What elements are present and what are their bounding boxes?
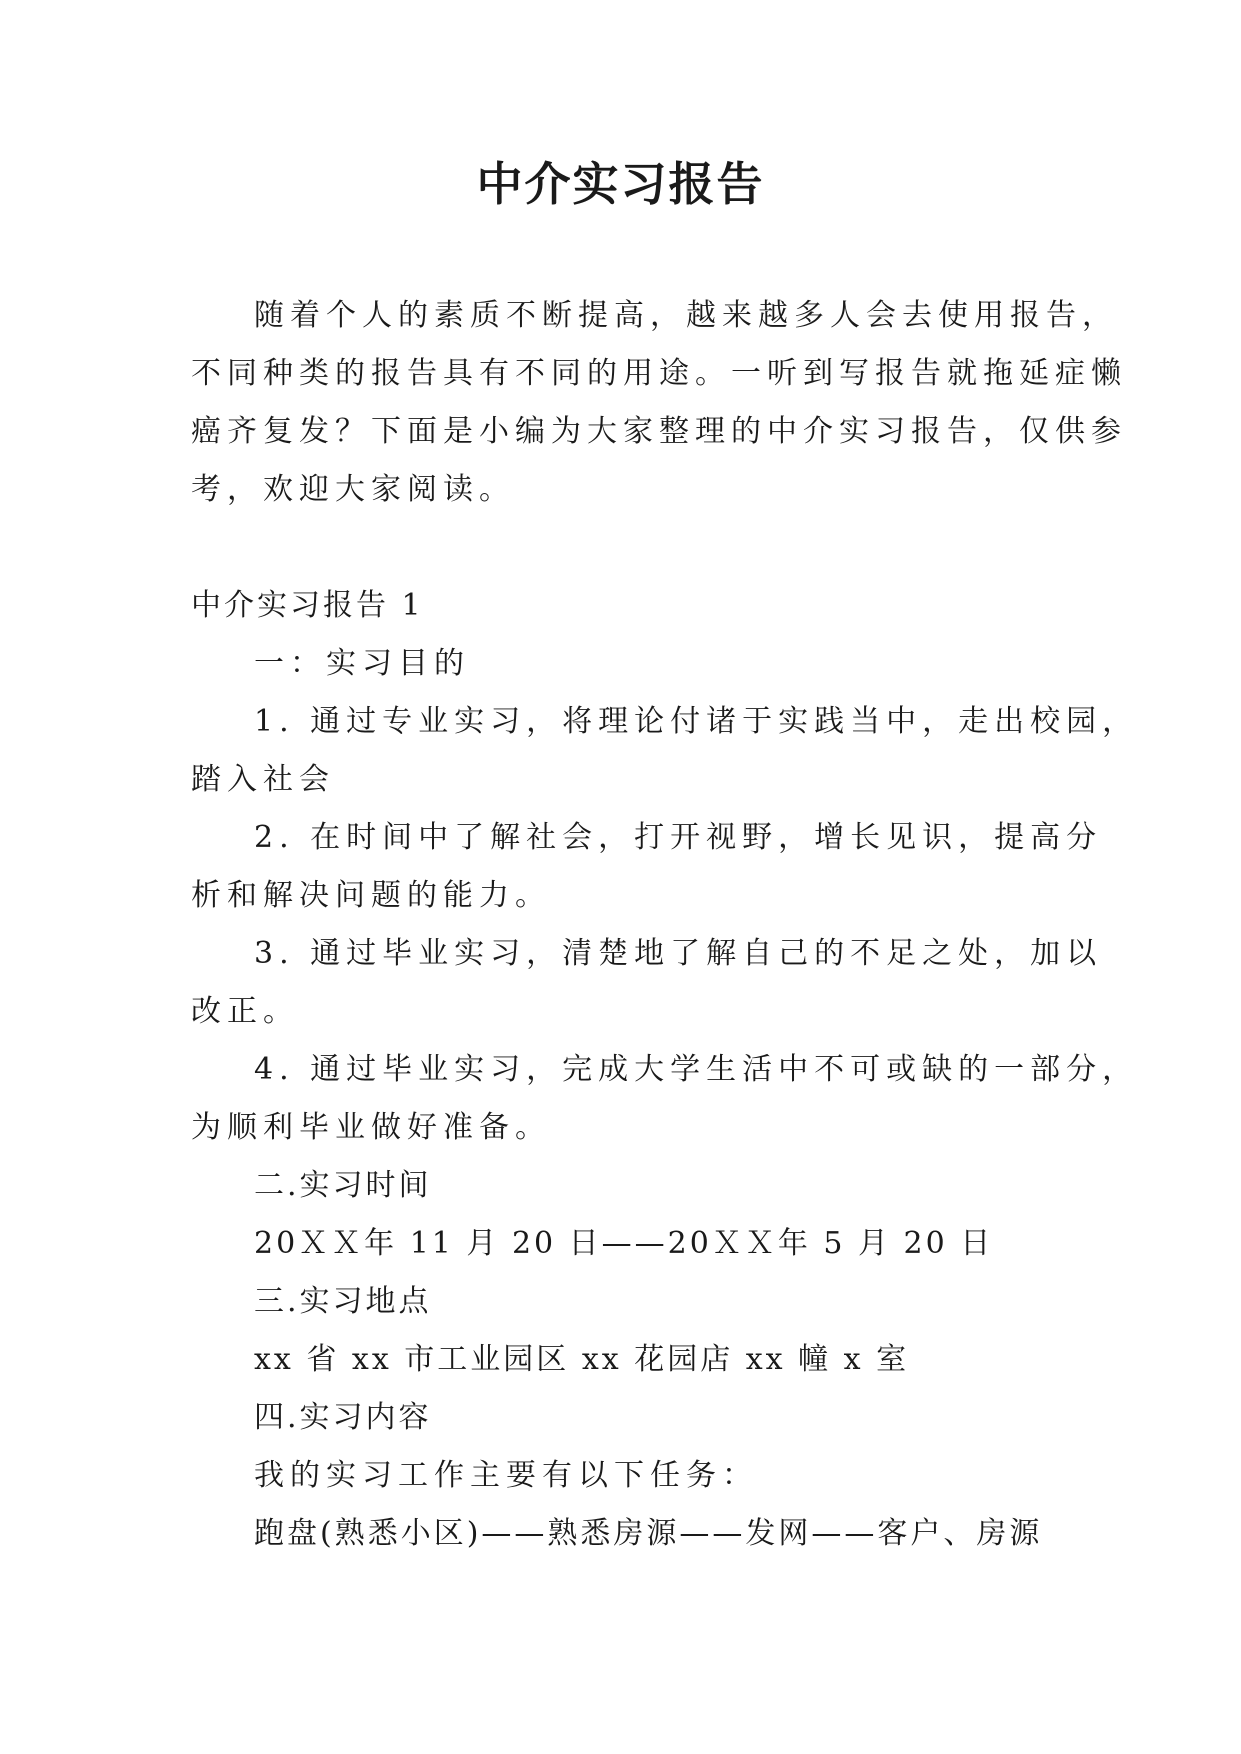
purpose-heading: 一：实习目的 (254, 646, 470, 681)
purpose-item-3-line-2: 改正。 (191, 994, 299, 1029)
purpose-item-2-line-2: 析和解决问题的能力。 (191, 878, 551, 913)
purpose-item-4-line-2: 为顺利毕业做好准备。 (191, 1110, 551, 1145)
intro-line-2: 不同种类的报告具有不同的用途。一听到写报告就拖延症懒 (191, 356, 1127, 391)
purpose-item-4-line-1: 4. 通过毕业实习，完成大学生活中不可或缺的一部分， (254, 1052, 1139, 1087)
document-title: 中介实习报告 (476, 157, 765, 211)
intro-line-4: 考，欢迎大家阅读。 (191, 472, 515, 507)
time-heading: 二.实习时间 (254, 1168, 432, 1203)
time-value: 20ＸＸ年 11 月 20 日——20ＸＸ年 5 月 20 日 (254, 1226, 994, 1261)
content-heading: 四.实习内容 (254, 1400, 432, 1435)
purpose-item-1-line-2: 踏入社会 (191, 762, 335, 797)
place-heading: 三.实习地点 (254, 1284, 432, 1319)
purpose-item-3-line-1: 3. 通过毕业实习，清楚地了解自己的不足之处，加以 (254, 936, 1103, 971)
place-value: xx 省 xx 市工业园区 xx 花园店 xx 幢 x 室 (254, 1342, 910, 1377)
purpose-item-1-line-1: 1. 通过专业实习，将理论付诸于实践当中，走出校园， (254, 704, 1139, 739)
intro-line-3: 癌齐复发？下面是小编为大家整理的中介实习报告，仅供参 (191, 414, 1127, 449)
section-heading: 中介实习报告 1 (191, 588, 424, 623)
intro-line-1: 随着个人的素质不断提高，越来越多人会去使用报告， (254, 298, 1118, 333)
content-tasks: 跑盘(熟悉小区)——熟悉房源——发网——客户、房源 (254, 1516, 1043, 1551)
purpose-item-2-line-1: 2. 在时间中了解社会，打开视野，增长见识，提高分 (254, 820, 1103, 855)
content-intro: 我的实习工作主要有以下任务： (254, 1458, 758, 1493)
